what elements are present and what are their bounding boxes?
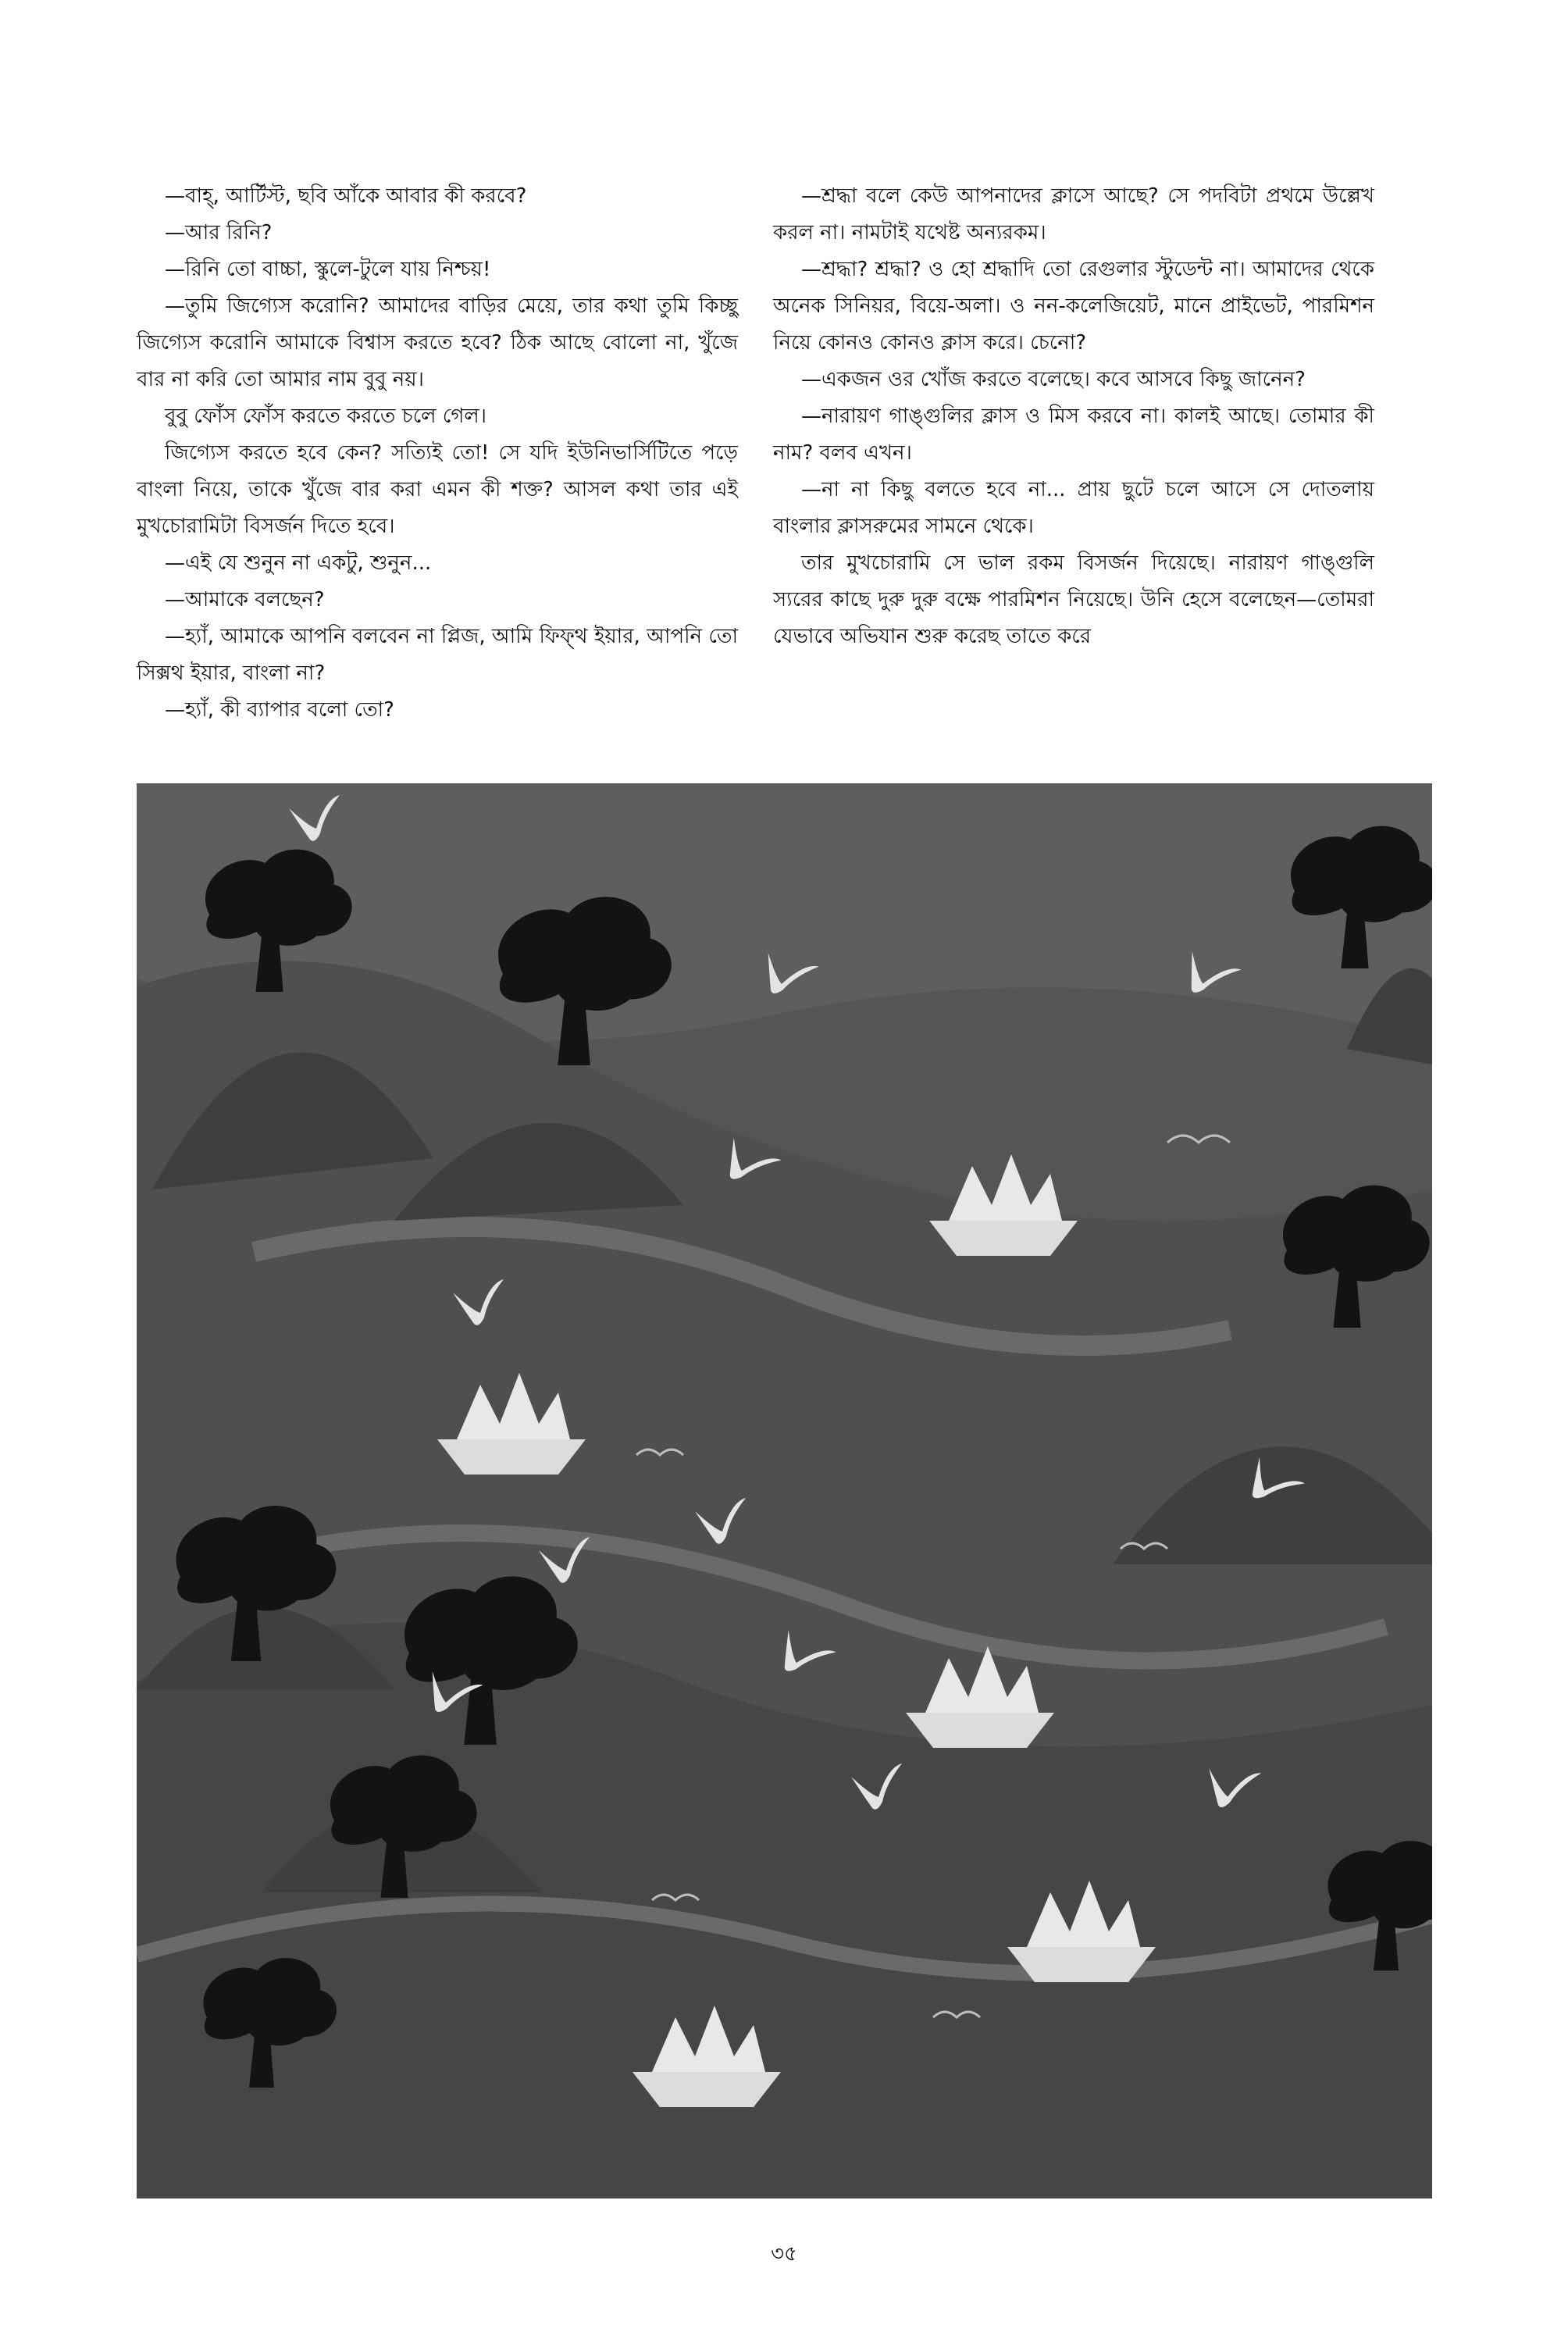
paragraph: —রিনি তো বাচ্চা, স্কুলে-টুলে যায় নিশ্চয়! bbox=[165, 258, 491, 281]
right-text-column bbox=[773, 178, 1374, 655]
left-text-column bbox=[137, 178, 738, 729]
paragraph: —নারায়ণ গাঙ্গুলির ক্লাস ও মিস করবে না। কালই আছে। তোমার কী নাম? বলব এখন। bbox=[773, 405, 1374, 465]
paragraph: —এই যে শুনুন না একটু, শুনুন... bbox=[165, 551, 432, 575]
paragraph: জিগ্যেস করতে হবে কেন? সত্যিই তো! সে যদি ইউনিভার্সিটিতে পড়ে বাংলা নিয়ে, তাকে খুঁজে বার করা এমন কী শক্ত? আসল কথা তার এই মুখচোরামিটা বিসর্জন দিতে হবে। bbox=[137, 441, 738, 538]
paragraph: —তুমি জিগ্যেস করোনি? আমাদের বাড়ির মেয়ে, তার কথা তুমি কিচ্ছু জিগ্যেস করোনি আমাকে বিশ্বাস করতে হবে? ঠিক আছে বোলো না, খুঁজে বার না করি তো আমার নাম বুবু নয়। bbox=[137, 294, 738, 391]
paragraph: —আর রিনি? bbox=[165, 221, 273, 244]
page-number: ৩৫ bbox=[771, 2242, 797, 2266]
paragraph: —হ্যাঁ, কী ব্যাপার বলো তো? bbox=[165, 698, 394, 722]
paragraph: —শ্রদ্ধা বলে কেউ আপনাদের ক্লাসে আছে? সে পদবিটা প্রথমে উল্লেখ করল না। নামটাই যথেষ্ট অন্যরকম। bbox=[773, 184, 1374, 244]
paragraph: —আমাকে বলছেন? bbox=[165, 588, 325, 612]
paragraph: তার মুখচোরামি সে ভাল রকম বিসর্জন দিয়েছে। নারায়ণ গাঙ্গুলি স্যরের কাছে দুরু দুরু বক্ষে পারমিশন নিয়েছে। উনি হেসে বলেছেন—তোমরা যেভাবে অভিযান শুরু করেছ তাতে করে bbox=[773, 551, 1374, 648]
paragraph: —একজন ওর খোঁজ করতে বলেছে। কবে আসবে কিছু জানেন? bbox=[801, 368, 1306, 391]
paragraph: —হ্যাঁ, আমাকে আপনি বলবেন না প্লিজ, আমি ফিফ্থ ইয়ার, আপনি তো সিক্সথ ইয়ার, বাংলা না? bbox=[137, 625, 738, 685]
paragraph: বুবু ফোঁস ফোঁস করতে করতে চলে গেল। bbox=[165, 405, 487, 428]
paragraph: —বাহ্, আর্টিস্ট, ছবি আঁকে আবার কী করবে? bbox=[165, 184, 527, 208]
illustration-landscape bbox=[137, 783, 1432, 2198]
paragraph: —শ্রদ্ধা? শ্রদ্ধা? ও হো শ্রদ্ধাদি তো রেগুলার স্টুডেন্ট না। আমাদের থেকে অনেক সিনিয়র, বিয়ে-অলা। ও নন-কলেজিয়েট, মানে প্রাইভেট, পারমিশন নিয়ে কোনও কোনও ক্লাস করে। চেনো? bbox=[773, 258, 1374, 355]
paragraph: —না না কিছু বলতে হবে না... প্রায় ছুটে চলে আসে সে দোতলায় বাংলার ক্লাসরুমের সামনে থেকে। bbox=[773, 478, 1374, 538]
